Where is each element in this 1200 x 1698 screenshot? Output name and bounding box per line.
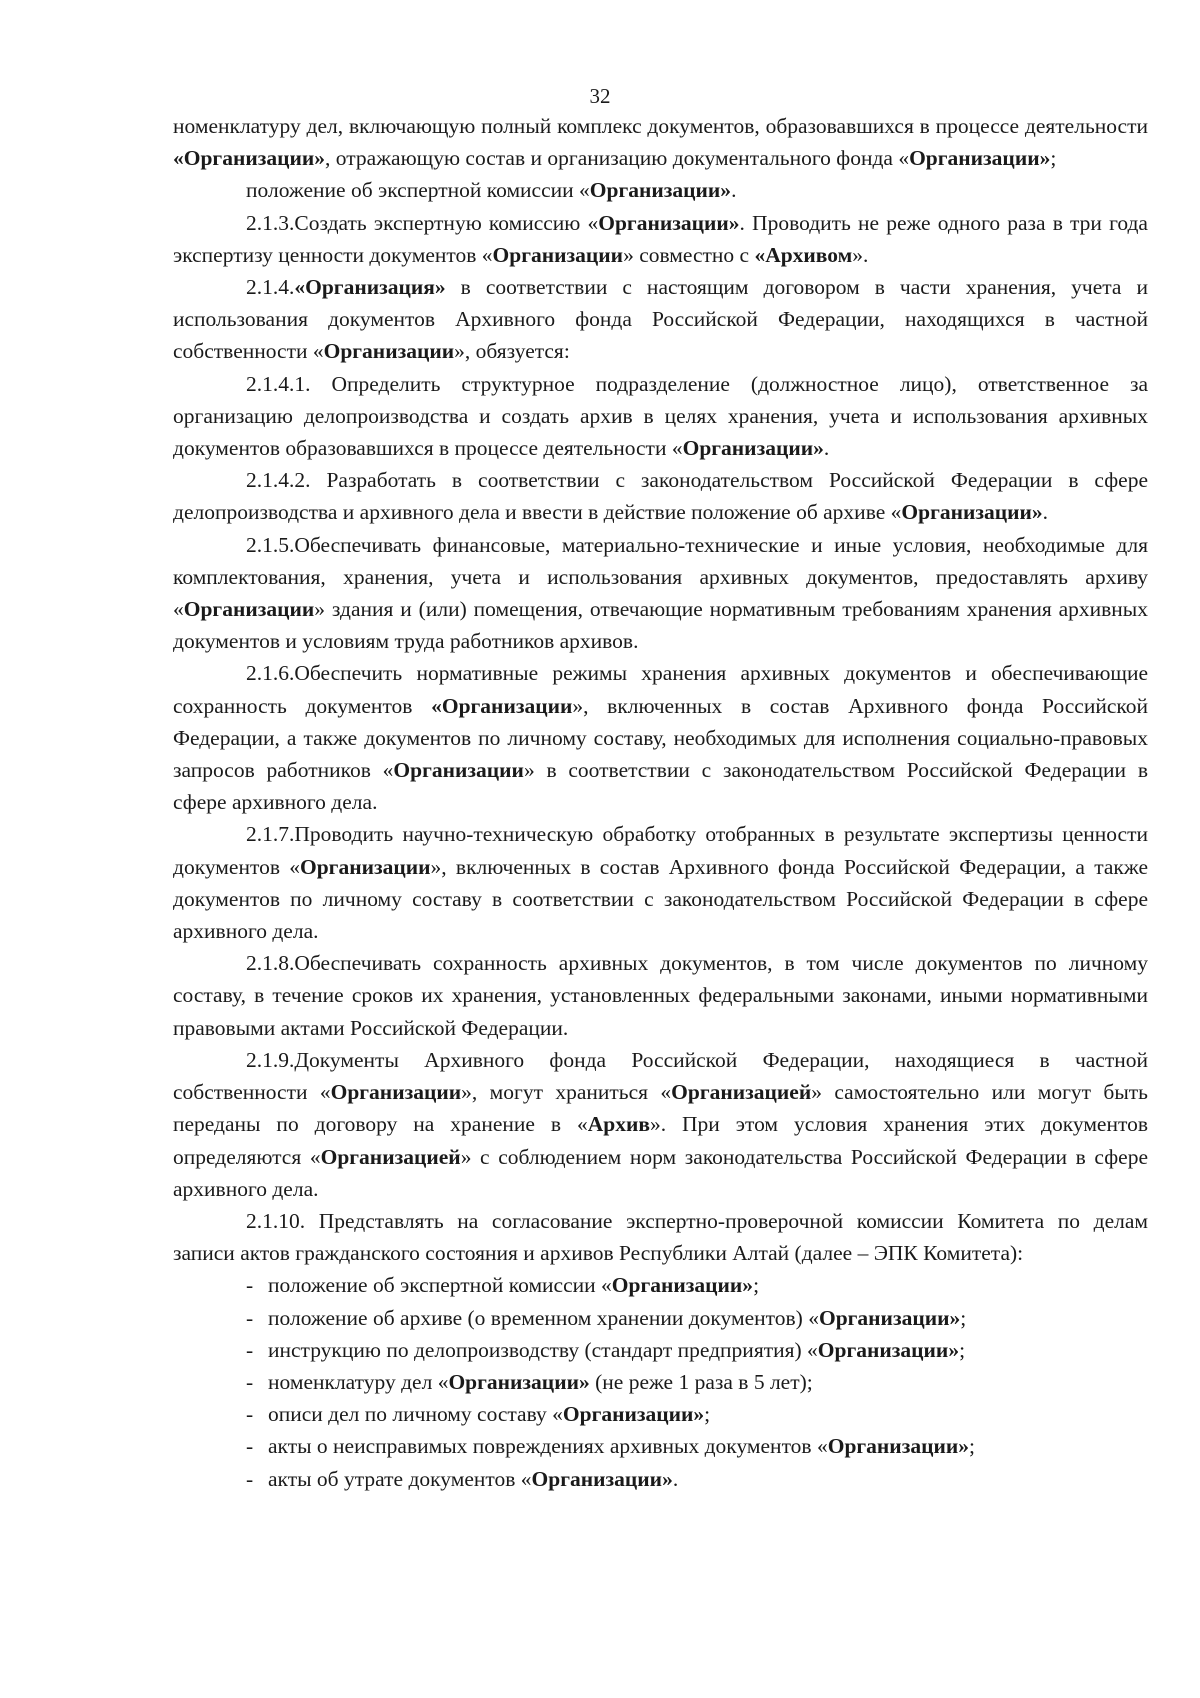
list-item <box>173 1302 1148 1334</box>
paragraph-p1 <box>173 174 1148 206</box>
list-item <box>173 1430 1148 1462</box>
list-dash: - <box>246 1369 254 1394</box>
list-dash: - <box>246 1434 254 1459</box>
text-run: » самостоятельно или могут быть переданы по договору на хранение в « <box>173 1080 1148 1137</box>
text-run: описи дел по личному составу « <box>268 1402 563 1427</box>
text-run: положение об экспертной комиссии « <box>268 1273 612 1298</box>
paragraph-p7 <box>173 657 1148 818</box>
text-run: . <box>823 436 830 461</box>
text-run: номенклатуру дел, включающую полный комплекс документов, образовавшихся в процессе деятельности <box>173 114 1148 138</box>
bold-text: Организации <box>492 242 624 267</box>
text-run: 2.1.7.Проводить научно-техническую обработку отобранных в результате экспертизы ценности документов « <box>173 822 1148 879</box>
bold-text: Организации <box>183 597 315 622</box>
text-run: , отражающую состав и организацию документального фонда « <box>325 146 910 171</box>
bold-text: Организации <box>300 854 431 879</box>
bold-text: Организации» <box>827 1434 969 1459</box>
text-run: 2.1.4. <box>246 275 295 300</box>
text-run: 2.1.4.2. Разработать в соответствии с законодательством Российской Федерации в сфере делопроизводства и архивного дела и ввести в действие положение об архиве « <box>173 468 1148 525</box>
text-run: . <box>1042 500 1049 525</box>
bold-text: «Организации» <box>173 146 326 171</box>
text-run: ; <box>1050 146 1057 171</box>
list-dash: - <box>246 1337 254 1362</box>
list-dash: - <box>246 1466 254 1491</box>
text-run: », обязуется: <box>454 339 570 364</box>
bold-text: Организации» <box>598 210 740 235</box>
list-item <box>173 1463 1148 1495</box>
bold-text: Организацией <box>320 1144 461 1169</box>
text-run: положение об экспертной комиссии « <box>246 178 590 203</box>
bold-text: Организации» <box>901 500 1043 525</box>
paragraph-p8 <box>173 818 1148 947</box>
bold-text: Организации» <box>562 1402 705 1427</box>
text-run: инструкцию по делопроизводству (стандарт предприятия) « <box>268 1337 818 1362</box>
text-run: », включенных в состав Архивного фонда Российской Федерации, а также документов по личному составу в соответствии с законодательством Российской Федерации в сфере архивного дела. <box>173 854 1148 944</box>
bold-text: Организации» <box>682 436 824 461</box>
text-run: ; <box>704 1402 711 1427</box>
text-run: ; <box>753 1273 760 1298</box>
text-run: ». <box>852 242 869 267</box>
list-dash: - <box>246 1305 254 1330</box>
paragraph-p2 <box>173 207 1148 271</box>
text-run: ; <box>960 1305 967 1330</box>
bullet-list <box>173 1269 1148 1494</box>
text-run: » здания и (или) помещения, отвечающие нормативным требованиям хранения архивных документов и условиям труда работников архивов. <box>173 597 1148 654</box>
list-item <box>173 1398 1148 1430</box>
text-run: 2.1.5.Обеспечивать финансовые, материально-технические и иные условия, необходимые для комплектования, хранения, учета и использования архивных документов, предоставлять архиву « <box>173 532 1148 622</box>
text-run: », могут храниться « <box>461 1080 672 1105</box>
text-run: 2.1.9.Документы Архивного фонда Российской Федерации, находящиеся в частной собственности « <box>173 1047 1148 1105</box>
bold-text: «Организация» <box>294 275 446 300</box>
text-run: . Проводить не реже одного раза в три года экспертизу ценности документов « <box>173 210 1148 267</box>
bold-text: Организации <box>393 758 524 783</box>
bold-text: «Организации <box>431 693 573 718</box>
text-run: ; <box>959 1337 966 1362</box>
text-run: ; <box>969 1434 975 1459</box>
list-item <box>173 1269 1148 1301</box>
list-dash: - <box>246 1402 254 1427</box>
document-body <box>173 110 1148 1495</box>
list-item <box>173 1334 1148 1366</box>
text-run: 2.1.10. Представлять на согласование экспертно-проверочной комиссии Комитета по делам записи актов гражданского состояния и архивов Республики Алтай (далее – ЭПК Комитета): <box>173 1208 1148 1266</box>
bold-text: Организации» <box>909 146 1051 171</box>
page-number: 32 <box>589 84 611 108</box>
text-run: положение об архиве (о временном хранении документов) « <box>268 1305 819 1330</box>
text-run: » в соответствии с законодательством Российской Федерации в сфере архивного дела. <box>173 758 1148 815</box>
bold-text: Организации» <box>611 1273 754 1298</box>
bold-text: «Архивом <box>754 242 853 267</box>
bold-text: Организацией <box>671 1080 812 1105</box>
text-run: 2.1.8.Обеспечивать сохранность архивных документов, в том числе документов по личному составу, в течение сроков их хранения, установленных федеральными законами, иными нормативными правовыми актами Российской Федерации. <box>173 951 1148 1040</box>
text-run: . <box>672 1466 679 1491</box>
text-run: » с соблюдением норм законодательства Российской Федерации в сфере архивного дела. <box>173 1144 1149 1201</box>
list-dash: - <box>246 1273 254 1298</box>
bold-text: Организации <box>323 339 455 364</box>
text-run: 2.1.4.1. Определить структурное подразделение (должностное лицо), ответственное за организацию делопроизводства и создать архив в целях хранения, учета и использования архивных документов образовавшихся в процессе деятельности « <box>173 371 1148 461</box>
text-run: », включенных в состав Архивного фонда Российской Федерации, а также документов по личному составу, необходимых для исполнения социально-правовых запросов работников « <box>173 693 1148 783</box>
text-run: акты об утрате документов « <box>268 1466 532 1491</box>
text-run: (не реже 1 раза в 5 лет); <box>589 1369 813 1394</box>
text-run: ». При этом условия хранения этих документов определяются « <box>173 1112 1148 1169</box>
paragraph-p11 <box>173 1205 1148 1269</box>
paragraph-p3 <box>173 271 1148 368</box>
paragraph-p10 <box>173 1044 1148 1205</box>
bold-text: Организации» <box>531 1466 673 1491</box>
text-run: . <box>731 178 737 203</box>
bold-text: Организации» <box>589 178 732 203</box>
paragraph-p5 <box>173 464 1148 528</box>
list-item <box>173 1366 1148 1398</box>
bold-text: Организации» <box>818 1305 961 1330</box>
bold-text: Организации» <box>448 1369 590 1394</box>
paragraph-p6 <box>173 529 1148 658</box>
bold-text: Организации» <box>817 1337 960 1362</box>
bold-text: Архив <box>587 1112 650 1137</box>
text-run: номенклатуру дел « <box>268 1369 449 1394</box>
text-run: 2.1.6.Обеспечить нормативные режимы хранения архивных документов и обеспечивающие сохранность документов <box>173 661 1148 718</box>
paragraph-p4 <box>173 368 1148 465</box>
text-run: в соответствии с настоящим договором в части хранения, учета и использования документов Архивного фонда Российской Федерации, находящихся в частной собственности « <box>173 275 1148 364</box>
paragraph-p0 <box>173 110 1148 174</box>
bold-text: Организации <box>330 1080 462 1105</box>
paragraph-group <box>173 110 1148 1269</box>
paragraph-p9 <box>173 947 1148 1044</box>
text-run: акты о неисправимых повреждениях архивных документов « <box>268 1434 828 1459</box>
text-run: » совместно с <box>623 242 755 267</box>
text-run: 2.1.3.Создать экспертную комиссию « <box>246 210 599 235</box>
